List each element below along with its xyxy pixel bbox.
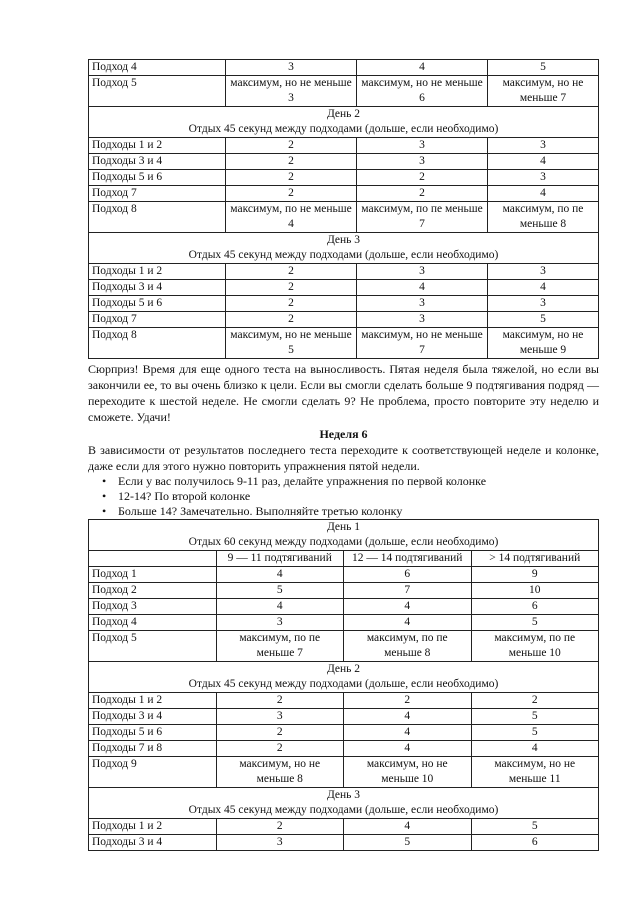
table-row [89, 631, 599, 662]
cell-col3: 6 [471, 835, 599, 851]
cell-col3: 9 [471, 567, 599, 583]
day-header-row [89, 662, 599, 693]
column-header: 9 — 11 подтягиваний [216, 551, 344, 567]
row-label: Подходы 5 и 6 [89, 725, 217, 741]
cell-col3: максимум, но не меньше 9 [488, 328, 599, 359]
table-row [89, 583, 599, 599]
cell-col2: 4 [344, 741, 472, 757]
cell-col3: 10 [471, 583, 599, 599]
cell-col2: 5 [344, 835, 472, 851]
bullet-text: 12-14? По второй колонке [118, 489, 251, 503]
cell-col2: 3 [357, 312, 488, 328]
cell-col3: 5 [471, 725, 599, 741]
cell-col1: максимум, но не меньше 8 [216, 757, 344, 788]
column-header: > 14 подтягиваний [471, 551, 599, 567]
cell-col2: 7 [344, 583, 472, 599]
table-row [89, 741, 599, 757]
day-title: День 2 [326, 663, 361, 675]
cell-col3: 3 [488, 264, 599, 280]
table-row [89, 312, 599, 328]
cell-col1: 2 [226, 138, 357, 154]
table-row [89, 264, 599, 280]
row-label: Подходы 3 и 4 [89, 154, 226, 170]
cell-col3: 4 [488, 154, 599, 170]
table-row [89, 725, 599, 741]
cell-col1: 2 [226, 170, 357, 186]
cell-col1: 4 [216, 599, 344, 615]
table-row [89, 328, 599, 359]
cell-col1: 3 [226, 60, 357, 76]
row-label: Подходы 3 и 4 [89, 280, 226, 296]
cell-col2: 3 [357, 264, 488, 280]
cell-col1: 2 [226, 312, 357, 328]
cell-col2: 3 [357, 138, 488, 154]
row-label: Подход 2 [89, 583, 217, 599]
cell-col3: 5 [471, 615, 599, 631]
cell-col2: 6 [344, 567, 472, 583]
cell-col3: 5 [471, 709, 599, 725]
row-label: Подходы 5 и 6 [89, 170, 226, 186]
cell-col2: 4 [344, 615, 472, 631]
day-title: День 1 [326, 521, 361, 533]
cell-col2: максимум, но не меньше 6 [357, 76, 488, 107]
row-label: Подход 4 [89, 615, 217, 631]
cell-col3: 4 [488, 186, 599, 202]
table-row [89, 280, 599, 296]
cell-col1: 2 [216, 819, 344, 835]
list-item [102, 504, 599, 519]
table-row [89, 60, 599, 76]
table-row [89, 154, 599, 170]
cell-col2: 4 [344, 819, 472, 835]
table-row [89, 693, 599, 709]
bullet-list [88, 474, 599, 519]
row-label: Подходы 5 и 6 [89, 296, 226, 312]
cell-col3: 5 [488, 312, 599, 328]
cell-col3: 3 [488, 138, 599, 154]
bullet-text: Если у вас получилось 9-11 раз, делайте упражнения по первой колонке [118, 474, 487, 488]
column-header: 12 — 14 подтягиваний [344, 551, 472, 567]
cell-col1: 2 [216, 741, 344, 757]
column-header-row [89, 551, 599, 567]
row-label: Подходы 3 и 4 [89, 709, 217, 725]
row-label: Подход 5 [89, 631, 217, 662]
row-label: Подход 7 [89, 186, 226, 202]
surprise-paragraph: Сюрприз! Время для еще одного теста на выносливость. Пятая неделя была тяжелой, но если вы закончили ее, то вы очень близко к цели. Если вы смогли сделать больше 9 подтягивания подряд — переходите к шестой неделе. Не смогли сделать 9? Не проблема, просто повторите эту неделю и сможете. Удачи! [88, 362, 599, 424]
table-row [89, 599, 599, 615]
cell-col1: максимум, по пе меньше 7 [216, 631, 344, 662]
rest-note: Отдых 45 секунд между подходами (дольше, если необходимо) [188, 249, 499, 261]
week6-heading: Неделя 6 [319, 427, 368, 441]
cell-col1: 2 [226, 280, 357, 296]
day-header-row [89, 520, 599, 551]
rest-note: Отдых 45 секунд между подходами (дольше, если необходимо) [188, 678, 499, 690]
row-label: Подход 5 [89, 76, 226, 107]
day-header-row [89, 233, 599, 264]
cell-col1: 2 [216, 693, 344, 709]
day-header-row [89, 107, 599, 138]
cell-col3: 4 [488, 280, 599, 296]
cell-col2: 4 [357, 60, 488, 76]
table-row [89, 170, 599, 186]
list-item [102, 489, 599, 504]
day-title: День 3 [326, 234, 361, 246]
cell-col3: 4 [471, 741, 599, 757]
row-label: Подходы 3 и 4 [89, 835, 217, 851]
day-title: День 3 [326, 789, 361, 801]
bullet-icon: • [102, 504, 107, 518]
row-label: Подходы 7 и 8 [89, 741, 217, 757]
cell-col2: 4 [344, 725, 472, 741]
cell-col2: 2 [344, 693, 472, 709]
list-item [102, 474, 599, 489]
table-row [89, 296, 599, 312]
cell-col1: максимум, по не меньше 4 [226, 202, 357, 233]
bullet-text: Больше 14? Замечательно. Выполняйте третью колонку [118, 504, 403, 518]
cell-col3: максимум, по пе меньше 8 [488, 202, 599, 233]
table-row [89, 186, 599, 202]
cell-col2: 4 [357, 280, 488, 296]
cell-col3: 3 [488, 170, 599, 186]
table-row [89, 76, 599, 107]
table-row [89, 202, 599, 233]
row-label: Подходы 1 и 2 [89, 693, 217, 709]
cell-col1: 3 [216, 615, 344, 631]
row-label: Подходы 1 и 2 [89, 264, 226, 280]
cell-col2: максимум, по пе меньше 8 [344, 631, 472, 662]
document-page [88, 59, 599, 851]
cell-col3: максимум, но не меньше 11 [471, 757, 599, 788]
week6-intro: В зависимости от результатов последнего теста переходите к соответствующей неделе и колонке, даже если для этого нужно повторить упражнения пятой недели. [88, 443, 599, 473]
rest-note: Отдых 45 секунд между подходами (дольше, если необходимо) [188, 804, 499, 816]
cell-col1: 2 [226, 264, 357, 280]
table-row [89, 819, 599, 835]
cell-col1: 3 [216, 709, 344, 725]
cell-col2: 3 [357, 296, 488, 312]
row-label: Подход 8 [89, 202, 226, 233]
cell-col2: максимум, но не меньше 10 [344, 757, 472, 788]
row-label: Подход 9 [89, 757, 217, 788]
rest-note: Отдых 45 секунд между подходами (дольше, если необходимо) [188, 123, 499, 135]
bullet-icon: • [102, 489, 107, 503]
row-label: Подход 8 [89, 328, 226, 359]
cell-col2: максимум, но не меньше 7 [357, 328, 488, 359]
table-row [89, 757, 599, 788]
row-label: Подходы 1 и 2 [89, 138, 226, 154]
cell-col1: 2 [226, 296, 357, 312]
table-row [89, 615, 599, 631]
row-label: Подход 7 [89, 312, 226, 328]
cell-col2: 2 [357, 170, 488, 186]
cell-col1: 2 [226, 154, 357, 170]
week5-table [88, 59, 599, 359]
cell-col3: 3 [488, 296, 599, 312]
row-label: Подход 4 [89, 60, 226, 76]
cell-col3: 6 [471, 599, 599, 615]
table-row [89, 567, 599, 583]
cell-col3: 2 [471, 693, 599, 709]
cell-col3: 5 [488, 60, 599, 76]
cell-col1: 5 [216, 583, 344, 599]
rest-note: Отдых 60 секунд между подходами (дольше, если необходимо) [188, 536, 499, 548]
cell-col3: 5 [471, 819, 599, 835]
cell-col2: 4 [344, 709, 472, 725]
cell-col1: 3 [216, 835, 344, 851]
week6-table [88, 519, 599, 851]
cell-col3: максимум, по пе меньше 10 [471, 631, 599, 662]
day-title: День 2 [326, 108, 361, 120]
cell-col2: 2 [357, 186, 488, 202]
day-header-row [89, 788, 599, 819]
table-row [89, 709, 599, 725]
row-label: Подходы 1 и 2 [89, 819, 217, 835]
table-row [89, 835, 599, 851]
cell-col2: 3 [357, 154, 488, 170]
table-row [89, 138, 599, 154]
cell-col1: 4 [216, 567, 344, 583]
cell-col2: 4 [344, 599, 472, 615]
cell-col2: максимум, по пе меньше 7 [357, 202, 488, 233]
cell-col1: 2 [216, 725, 344, 741]
cell-col3: максимум, но не меньше 7 [488, 76, 599, 107]
cell-col1: 2 [226, 186, 357, 202]
row-label: Подход 1 [89, 567, 217, 583]
row-label: Подход 3 [89, 599, 217, 615]
bullet-icon: • [102, 474, 107, 488]
cell-col1: максимум, но не меньше 3 [226, 76, 357, 107]
cell-col1: максимум, но не меньше 5 [226, 328, 357, 359]
